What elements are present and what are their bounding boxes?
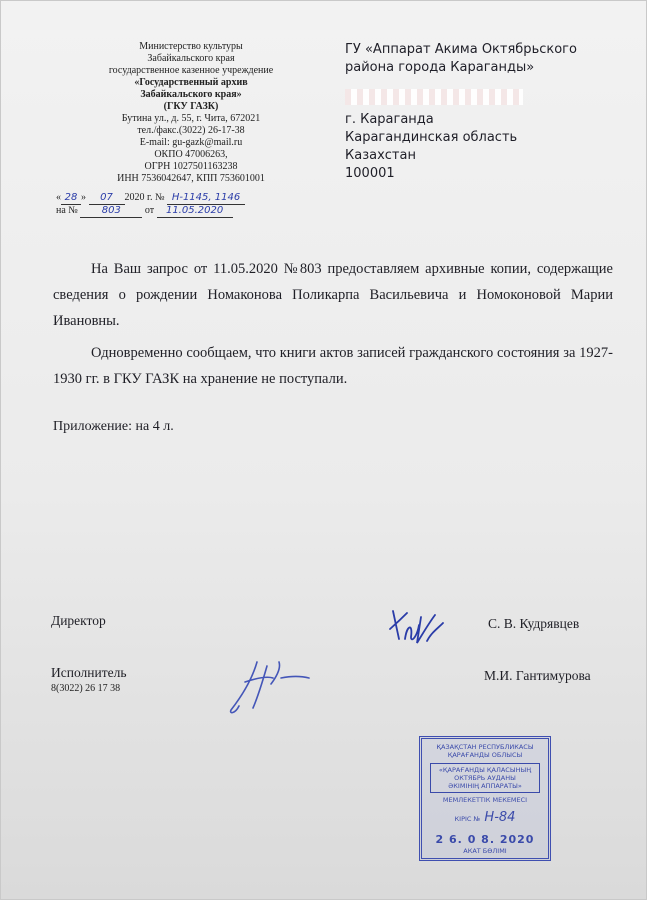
stamp-text: ҚАРАҒАНДЫ ОБЛЫСЫ: [447, 751, 523, 759]
executor-phone: 8(3022) 26 17 38: [51, 683, 121, 694]
sender-org-name: Забайкальского края»: [140, 89, 242, 100]
stamp-incoming-label: КІРІС №: [454, 815, 481, 823]
letter-body: [53, 256, 613, 392]
director-title: Директор: [51, 613, 106, 628]
recipient-postcode: 100001: [345, 166, 395, 181]
executor-signature: [223, 656, 315, 718]
stamp-inner-box: [430, 763, 540, 793]
sender-ogrn: ОГРН 1027501163238: [144, 161, 238, 172]
outgoing-reference: « 28 » 07 2020 г. № Н-1145, 1146: [56, 192, 296, 206]
executor-title: Исполнитель: [51, 665, 127, 680]
sender-org-name: «Государственный архив: [134, 77, 248, 88]
sender-okpo: ОКПО 47006263,: [154, 149, 228, 160]
redacted-block: [345, 89, 523, 105]
stamp-text: ОКТЯБРЬ АУДАНЫ: [454, 774, 516, 782]
body-paragraph: На Ваш запрос от 11.05.2020 №803 предоставляем архивные копии, содержащие сведения о рождении Номаконова Поликарпа Васильевича и Номоконовой Марии Ивановны.: [53, 261, 613, 329]
sender-line: Министерство культуры: [139, 41, 243, 52]
ref-year: 2020 г. №: [124, 192, 165, 203]
stamp-text: МЕМЛЕКЕТТІК МЕКЕМЕСІ: [442, 796, 528, 804]
ref-month: 07: [89, 192, 125, 205]
recipient-city: г. Караганда: [345, 112, 434, 127]
recipient-region: Карагандинская область: [345, 130, 518, 145]
incoming-reference: [56, 205, 296, 219]
stamp-incoming: [422, 810, 548, 827]
stamp-date: 2 6. 0 8. 2020: [435, 833, 535, 846]
ref-number: Н-1145, 1146: [167, 192, 245, 205]
director-name: С. В. Кудрявцев: [488, 616, 580, 631]
attachment-note: Приложение: на 4 л.: [53, 419, 174, 434]
sender-phone: тел./факс.(3022) 26-17-38: [137, 125, 245, 136]
stamp-incoming-number: Н-84: [484, 810, 516, 825]
stamp-text: ӘКІМІНІҢ АППАРАТЫ»: [448, 782, 522, 790]
sender-line: Забайкальского края: [147, 53, 235, 64]
recipient-org: района города Караганды»: [345, 60, 535, 75]
recipient-address: [345, 41, 635, 183]
sender-email: E-mail: gu-gazk@mail.ru: [139, 137, 243, 148]
sender-letterhead: [46, 41, 336, 185]
stamp-footer: АКАТ БӨЛІМІ: [463, 847, 507, 855]
stamp-text: ҚАЗАҚСТАН РЕСПУБЛИКАСЫ: [436, 743, 534, 751]
executor-name: М.И. Гантимурова: [484, 668, 591, 683]
recipient-country: Казахстан: [345, 148, 416, 163]
body-paragraph: Одновременно сообщаем, что книги актов записей гражданского состояния за 1927-1930 гг. в ГКУ ГАЗК на хранение не поступали.: [53, 345, 613, 387]
registration-stamp: [419, 736, 551, 861]
in-reply-number: 803: [80, 205, 142, 218]
stamp-text: «ҚАРАҒАНДЫ ҚАЛАСЫНЫҢ: [438, 766, 532, 774]
sender-line: государственное казенное учреждение: [108, 65, 274, 76]
in-reply-date: 11.05.2020: [157, 205, 233, 218]
recipient-org: ГУ «Аппарат Акима Октябрьского: [345, 42, 577, 57]
in-reply-prefix: на №: [56, 205, 78, 216]
sender-address: Бутина ул., д. 55, г. Чита, 672021: [121, 113, 261, 124]
ref-day: 28: [61, 192, 81, 205]
in-reply-from: от: [144, 205, 155, 216]
sender-org-abbr: (ГКУ ГАЗК): [163, 101, 219, 112]
sender-inn: ИНН 7536042647, КПП 753601001: [117, 173, 265, 184]
director-signature: [387, 603, 449, 649]
